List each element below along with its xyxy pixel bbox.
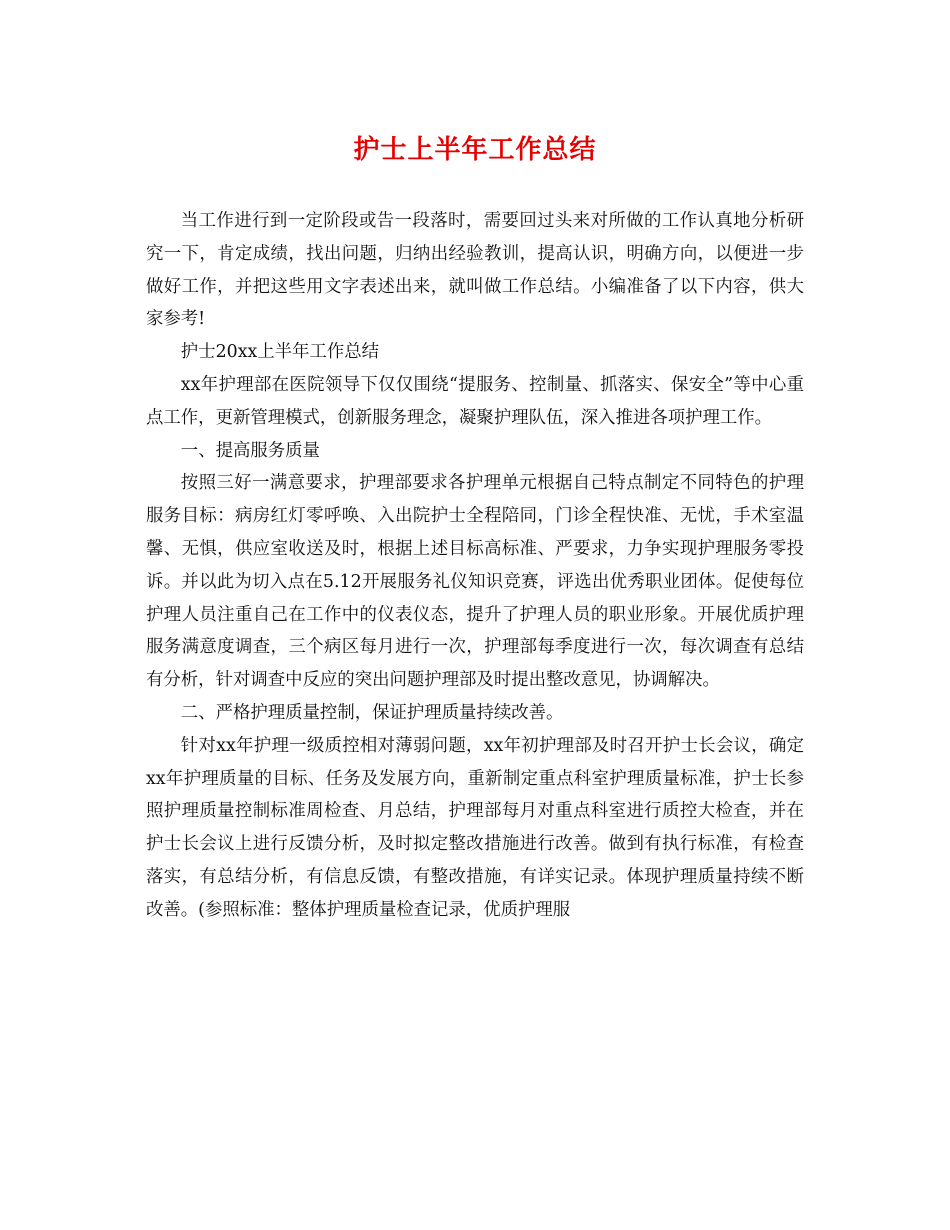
section-heading-2: 二、严格护理质量控制，保证护理质量持续改善。 [180, 702, 564, 723]
paragraph-overview: xx年护理部在医院领导下仅仅围绕“提服务、控制量、抓落实、保安全”等中心重点工作，更新管理模式，创新服务理念，凝聚护理队伍，深入推进各项护理工作。 [146, 374, 804, 428]
paragraph-subtitle: 护士20xx上半年工作总结 [180, 342, 380, 363]
document-title: 护士上半年工作总结 [353, 135, 597, 165]
document-body [146, 205, 804, 927]
paragraph-section-1: 按照三好一满意要求，护理部要求各护理单元根据自己特点制定不同特色的护理服务目标：病房红灯零呼唤、入出院护士全程陪同，门诊全程快准、无忧，手术室温馨、无惧，供应室收送及时，根据上述目标高标准、严要求，力争实现护理服务零投诉。并以此为切入点在5.12开展服务礼仪知识竞赛，评选出优秀职业团体。促使每位护理人员注重自己在工作中的仪表仪态，提升了护理人员的职业形象。开展优质护理服务满意度调查，三个病区每月进行一次，护理部每季度进行一次，每次调查有总结有分析，针对调查中反应的突出问题护理部及时提出整改意见，协调解决。 [146, 473, 804, 691]
paragraph-intro: 当工作进行到一定阶段或告一段落时，需要回过头来对所做的工作认真地分析研究一下，肯定成绩，找出问题，归纳出经验教训，提高认识，明确方向，以便进一步做好工作，并把这些用文字表述出来，就叫做工作总结。小编准备了以下内容，供大家参考! [146, 211, 804, 330]
paragraph-section-2: 针对xx年护理一级质控相对薄弱问题，xx年初护理部及时召开护士长会议，确定xx年护理质量的目标、任务及发展方向，重新制定重点科室护理质量标准，护士长参照护理质量控制标准周检查、月总结，护理部每月对重点科室进行质控大检查，并在护士长会议上进行反馈分析，及时拟定整改措施进行改善。做到有执行标准，有检查落实，有总结分析，有信息反馈，有整改措施，有详实记录。体现护理质量持续不断改善。(参照标准：整体护理质量检查记录，优质护理服 [146, 735, 804, 920]
section-heading-1: 一、提高服务质量 [180, 440, 320, 461]
